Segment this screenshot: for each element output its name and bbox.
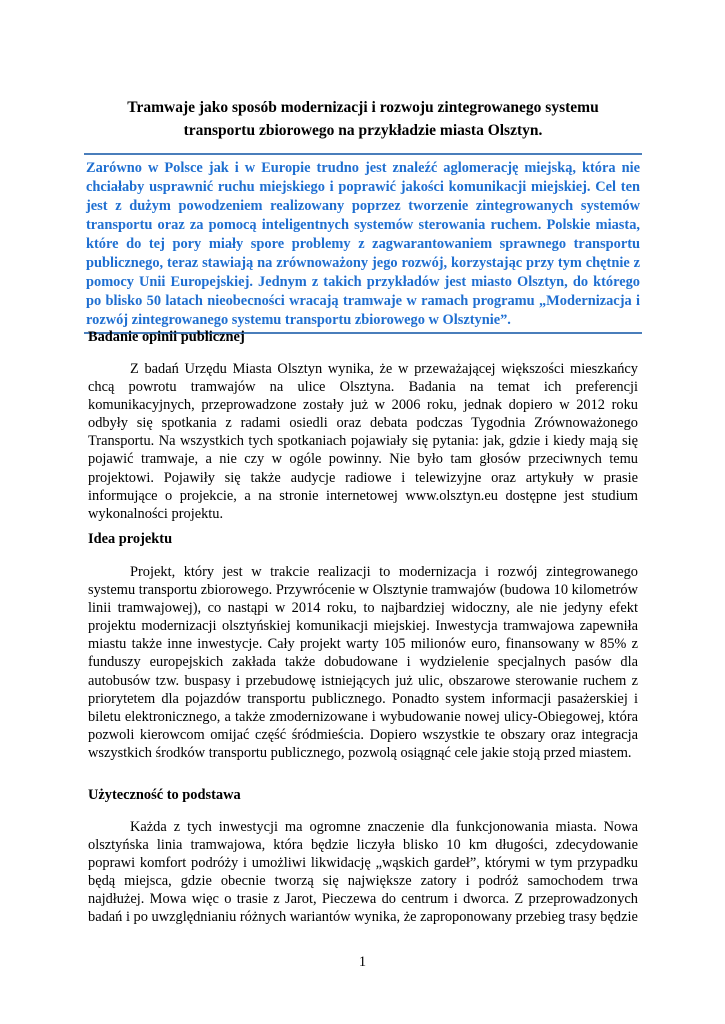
abstract-box: Zarówno w Polsce jak i w Europie trudno jest znaleźć aglomerację miejską, która nie chciałaby usprawnić ruchu miejskiego i poprawić jakości komunikacji miejskiej. Cel ten jest z dużym powodzeniem realizowany poprzez tworzenie zintegrowanych systemów transportu oraz za pomocą inteligentnych systemów sterowania ruchem. Polskie miasta, które do tej pory miały spore problemy z zagwarantowaniem sprawnego transportu publicznego, teraz stawiają na zrównoważony jego rozwój, korzystając przy tym chętnie z pomocy Unii Europejskiej. Jednym z takich przykładów jest miasto Olsztyn, do którego po blisko 50 latach nieobecności wracają tramwaje w ramach programu „Modernizacja i rozwój zintegrowanego systemu transportu zbiorowego w Olsztynie”. xyxy=(84,153,642,334)
section-text-idea: Projekt, który jest w trakcie realizacji to modernizacja i rozwój zintegrowanego systemu transportu zbiorowego. Przywrócenie w Olsztynie tramwajów (budowa 10 kilometrów linii tramwajowej), co nastąpi w 2014 roku, to najbardziej widoczny, ale nie jedyny efekt projektu modernizacji olsztyńskiej komunikacji miejskiej. Inwestycja tramwajowa zapewniła miastu także inne inwestycje. Cały projekt warty 105 milionów euro, finansowany w 85% z funduszy europejskich zakłada także dobudowane i wydzielenie specjalnych pasów dla autobusów tzw. buspasy i przebudowę istniejących już ulic, obszarowe sterowanie ruchem z priorytetem dla pojazdów transportu publicznego. Ponadto system informacji pasażerskiej i biletu elektronicznego, a także zmodernizowane i wybudowanie nowej ulicy-Obiegowej, która pozwoli kierowcom omijać część śródmieścia. Dopiero wszystkie te obszary oraz integracja wszystkich środków transportu publicznego, pozwolą osiągnąć cele jakie stoją przed miastem. xyxy=(88,564,638,761)
section-body-usability xyxy=(88,818,638,927)
section-text-usability: Każda z tych inwestycji ma ogromne znaczenie dla funkcjonowania miasta. Nowa olsztyńska linia tramwajowa, która będzie liczyła blisko 10 km długości, zdecydowanie poprawi komfort podróży i umożliwi likwidację „wąskich gardeł”, którymi w tym przypadku będą miejsca, gdzie obecnie tworzą się największe zatory i podróż samochodem trwa najdłużej. Mowa więc o trasie z Jarot, Pieczewa do centrum i dworca. Z przeprowadzonych badań i po uwzględnianiu różnych wariantów wynika, że zaproponowany przebieg trasy będzie xyxy=(88,819,638,926)
document-title xyxy=(88,96,638,142)
page-number: 1 xyxy=(358,954,367,970)
section-text-opinion: Z badań Urzędu Miasta Olsztyn wynika, że w przeważającej większości mieszkańcy chcą powrotu tramwajów na ulice Olsztyna. Badania na temat ich preferencji komunikacyjnych, przeprowadzone zostały już w 2006 roku, jednak dopiero w 2012 roku odbyły się spotkania z radami osiedli oraz debata podczas Tygodnia Zrównoważonego Transportu. Na wszystkich tych spotkaniach pojawiały się pytania: jak, gdzie i kiedy mają się pojawić tramwaje, a nie czy w ogóle powinny. Nie było tam głosów przeciwnych temu projektowi. Pojawiły się także audycje radiowe i telewizyjne oraz artykuły w prasie informujące o projekcie, a na stronie internetowej www.olsztyn.eu dostępne jest studium wykonalności projektu. xyxy=(88,361,638,522)
title-line-2: transportu zbiorowego na przykładzie miasta Olsztyn. xyxy=(183,122,543,139)
title-line-1: Tramwaje jako sposób modernizacji i rozwoju zintegrowanego systemu xyxy=(127,99,599,116)
section-heading-idea: Idea projektu xyxy=(88,531,173,547)
section-body-idea xyxy=(88,563,638,762)
section-heading-usability: Użyteczność to podstawa xyxy=(88,787,241,803)
section-body-opinion xyxy=(88,360,638,523)
section-heading-opinion: Badanie opinii publicznej xyxy=(88,329,245,345)
